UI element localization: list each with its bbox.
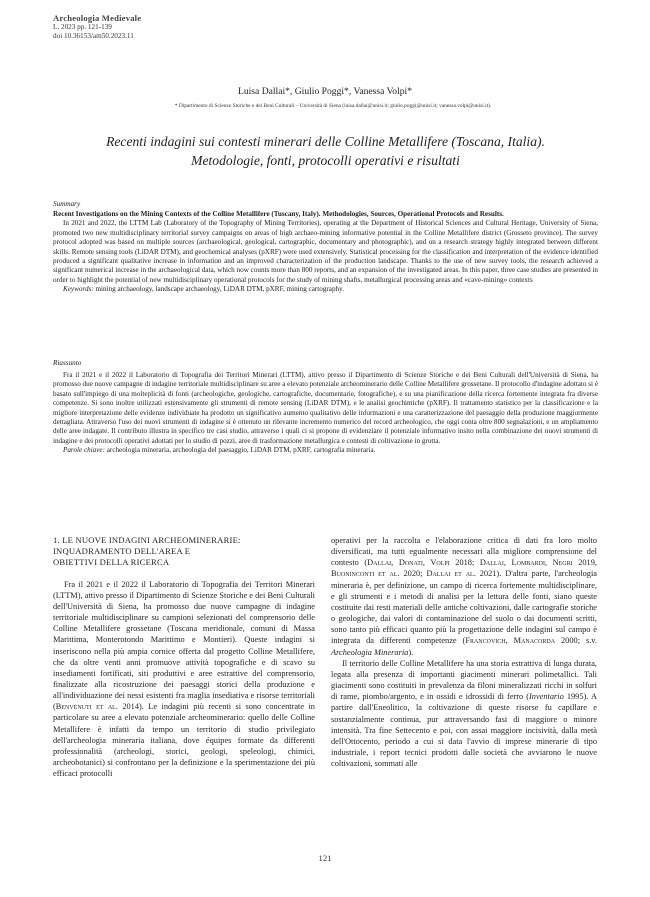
doi-line: doi 10.36153/am50.2023.11 (53, 32, 134, 40)
section-1-heading (53, 535, 315, 569)
article-title (53, 132, 598, 170)
keywords-label: Keywords: (63, 285, 94, 294)
summary-body (53, 210, 598, 295)
citation-archeologia-mineraria: Archeologia Mineraria (331, 647, 409, 657)
citation-year-2: 2019, (572, 558, 597, 568)
journal-title: Archeologia Medievale (53, 13, 142, 23)
summary-keywords (53, 285, 598, 294)
authors: Luisa Dallai*, Giulio Poggi*, Vanessa Volpi* (237, 86, 413, 97)
summary-label: Summary (53, 200, 81, 208)
right-p1-text-a: operativi per la raccolta e l'elaborazione critica di dati fra loro molto diversificati, ma tutti egualmente necessari alla migliore comprensione del contesto ( (331, 536, 597, 568)
section-1-heading-line-1: 1. LE NUOVE INDAGINI ARCHEOMINERARIE: (53, 535, 241, 545)
summary-text: In 2021 and 2022, the LTTM Lab (Laboratory of the Topography of Mining Territories), operating at the Department of Historical Sciences and Cultural Heritage, University of Siena, promoted two new multidisciplinary territorial survey campaigns on areas of high archaeo-mining informative potential in the Colline Metallifere district (Grosseto province). The survey protocol adopted was based on multiple sources (archaeological, geological, cartographic, documentary and photographic), and on a research strategy highly integrated between different skills. Remote sensing tools (LiDAR DTM), and geochemical analyses (pXRF) were used extensively. Statistical processing for the classification and interpretation of the evidence identified produced a significant qualitative increase in information and an improved characterization of the production landscape. Thanks to the use of new survey tools, the research achieved a significant numerical increase in the archaeological data, which now counts more than 800 reports, and an expansion of the investigated areas. In this paper, three case studies are presented in order to highlight the potential of new multidisciplinary operational protocols for the study of mining shafts, metallurgical processing areas and «cave-mining» contexts (53, 219, 598, 284)
citation-dallai-et-al: Dallai et al. (426, 569, 476, 579)
page-number: 121 (318, 853, 332, 863)
keywords-text: mining archaeology, landscape archaeology, LiDAR DTM, pXRF, mining cartography. (95, 285, 344, 294)
right-p1-text-c: ). (408, 647, 414, 657)
right-paragraph-1 (331, 535, 597, 658)
parole-chiave-text: archeologia mineraria, archeologia del paesaggio, LiDAR DTM, pXRF, cartografia mineraria. (106, 446, 376, 455)
title-line-2: Metodologie, fonti, protocolli operativi e risultati (191, 153, 460, 168)
right-p2-text-b: 1995). A partire dall'Eneolitico, la coltivazione di queste risorse fu capillare e sostanzialmente continua, pur attraversando fasi di maggiore o minore intensità. Tra fine Settecento e poi, con assai maggiore incisività, dalla metà dell'Ottocento, periodo a cui si data l'avvio di imprese minerarie di tipo industriale, i report tecnici prodotti dalle società che avviarono le nuove coltivazioni, sommati alle (331, 692, 597, 769)
citation-benvenuti: Benvenuti et al. (55, 702, 118, 712)
left-paragraph-1 (53, 579, 315, 780)
affiliation: * Dipartimento di Scienze Storiche e dei Beni Culturali – Università di Siena (luisa.dallai@unisi.it; giulio.poggi@unisi.it; vanessa.volpi@unisi.it). (174, 103, 492, 109)
right-p1-text-b: 2021). D'altra parte, l'archeologia mineraria è, per definizione, un campo di ricerca fortemente multidisciplinare, e gli strumenti e i metodi di analisi per la lettura delle fonti, siano queste costituite dai resti materiali delle antiche coltivazioni, dalle cartografie storiche o geologiche, dai valori di contaminazione del suolo o dai documenti scritti, sono tanto più efficaci quanto più la progettazione delle indagini sul campo è integrata da differenti competenze ( (331, 569, 597, 646)
riassunto-label: Riassunto (53, 359, 82, 367)
citation-dallai-lombardi-negri: Dallai, Lombardi, Negri (479, 558, 573, 568)
title-line-1: Recenti indagini sui contesti minerari delle Colline Metallifere (Toscana, Italia). (106, 134, 545, 149)
citation-year-5: 2000; s.v. (555, 636, 598, 646)
riassunto-body (53, 371, 598, 456)
left-p1-text-b: 2014). Le indagini più recenti si sono concentrate in particolare su aree a elevato potenziale archeominerario: quello delle Colline Metallifere è infatti da tempo un territorio di studio privilegiato dell'archeologia mineraria italiana, dove équipes formate da differenti professionalità (archeologi, storici, geologi, speleologi, chimici, archeobotanici) si confrontano per la definizione e la sperimentazione dei più efficaci protocolli (53, 702, 315, 779)
volume-line: L, 2023 pp. 121-139 (53, 23, 112, 31)
citation-dallai-donati-volpi: Dallai, Donati, Volpi (367, 558, 450, 568)
citation-year-1: 2018; (449, 558, 480, 568)
citation-year-3: 2020; (399, 569, 427, 579)
right-paragraph-2 (331, 658, 597, 770)
citation-buoninconti: Buoninconti et al. (331, 569, 400, 579)
riassunto-text: Fra il 2021 e il 2022 il Laboratorio di Topografia dei Territori Minerari (LTTM), attivo presso il Dipartimento di Scienze Storiche e dei Beni Culturali dell'Università di Siena, ha promosso due nuove campagne di indagine territoriale multidisciplinare su aree a elevato potenziale archeominerario delle Colline Metallifere grossetane. Il protocollo d'indagine adottato si è basato sull'impiego di una molteplicità di fonti (archeologiche, geologiche, cartografiche, documentarie, fotografiche), e su una pianificazione della ricerca fortemente integrata fra diverse competenze. Si sono inoltre utilizzati estensivamente gli strumenti di remote sensing (LiDAR DTM), e le analisi geochimiche (pXRF). Il trattamento statistico per la classificazione e la migliore interpretazione delle evidenze individuate ha prodotto un significativo aumento qualitativo delle informazioni e una caratterizzazione del paesaggio della produzione maggiormente dettagliata. Attraverso l'uso dei nuovi strumenti di indagine si è ottenuto un rilevante incremento numerico del record archeologico, che oggi conta oltre 800 segnalazioni, e un ampliamento delle aree indagate. Il contributo illustra in specifico tre casi studio, attraverso i quali ci si propone di evidenziare il potenziale informativo insito nella combinazione dei nuovi strumenti di indagine e dei protocolli operativi adottati per lo studio di pozzi, aree di trasformazione metallurgica e contesti di coltivazione in grotta. (53, 371, 598, 445)
right-p2-text-a: Il territorio delle Colline Metallifere ha una storia estrattiva di lunga durata, legata alla presenza di importanti giacimenti minerari polimetallici. Tali giacimenti sono costituiti in prevalenza da filoni mineralizzati ricchi in solfuri di rame, piombo/argento, e in ossidi e idrossidi di ferro ( (331, 658, 597, 702)
summary-heading: Recent Investigations on the Mining Contexts of the Colline Metallifere (Tuscany, Italy). Methodologies, Sources, Operational Protocols and Results. (53, 210, 504, 218)
citation-inventario: Inventario (529, 692, 564, 702)
section-1-heading-line-3: OBIETTIVI DELLA RICERCA (53, 557, 170, 568)
riassunto-keywords (53, 446, 598, 455)
parole-chiave-label: Parole chiave: (63, 446, 105, 455)
left-column (53, 535, 315, 779)
riassunto-section (53, 359, 598, 456)
journal-header (53, 14, 141, 41)
left-p1-text-a: Fra il 2021 e il 2022 il Laboratorio di Topografia dei Territori Minerari (LTTM), attivo presso il Dipartimento di Scienze Storiche e dei Beni Culturali dell'Università di Siena, ha promosso due nuove campagne di indagine territoriale multidisciplinare su campioni selezionati del comprensorio delle Colline Metallifere grossetane (Toscana meridionale, comuni di Massa Marittima, Monterotondo Marittimo e Montieri). Queste indagini si inseriscono nella più ampia cornice offerta dal progetto Colline Metallifere, che da oltre venti anni promuove attività topografiche e di scavo su insediamenti fortificati, siti produttivi e aree estrattive del comprensorio, finalizzate alla ricostruzione dei paesaggi storici della produzione e all'individuazione dei nessi esistenti fra maglia insediativa e risorse territoriali ( (53, 579, 315, 712)
section-1-heading-line-2: INQUADRAMENTO DELL'AREA E (53, 546, 191, 557)
right-column (331, 535, 597, 769)
summary-section (53, 200, 598, 295)
citation-francovich-manacorda: Francovich, Manacorda (465, 636, 556, 646)
